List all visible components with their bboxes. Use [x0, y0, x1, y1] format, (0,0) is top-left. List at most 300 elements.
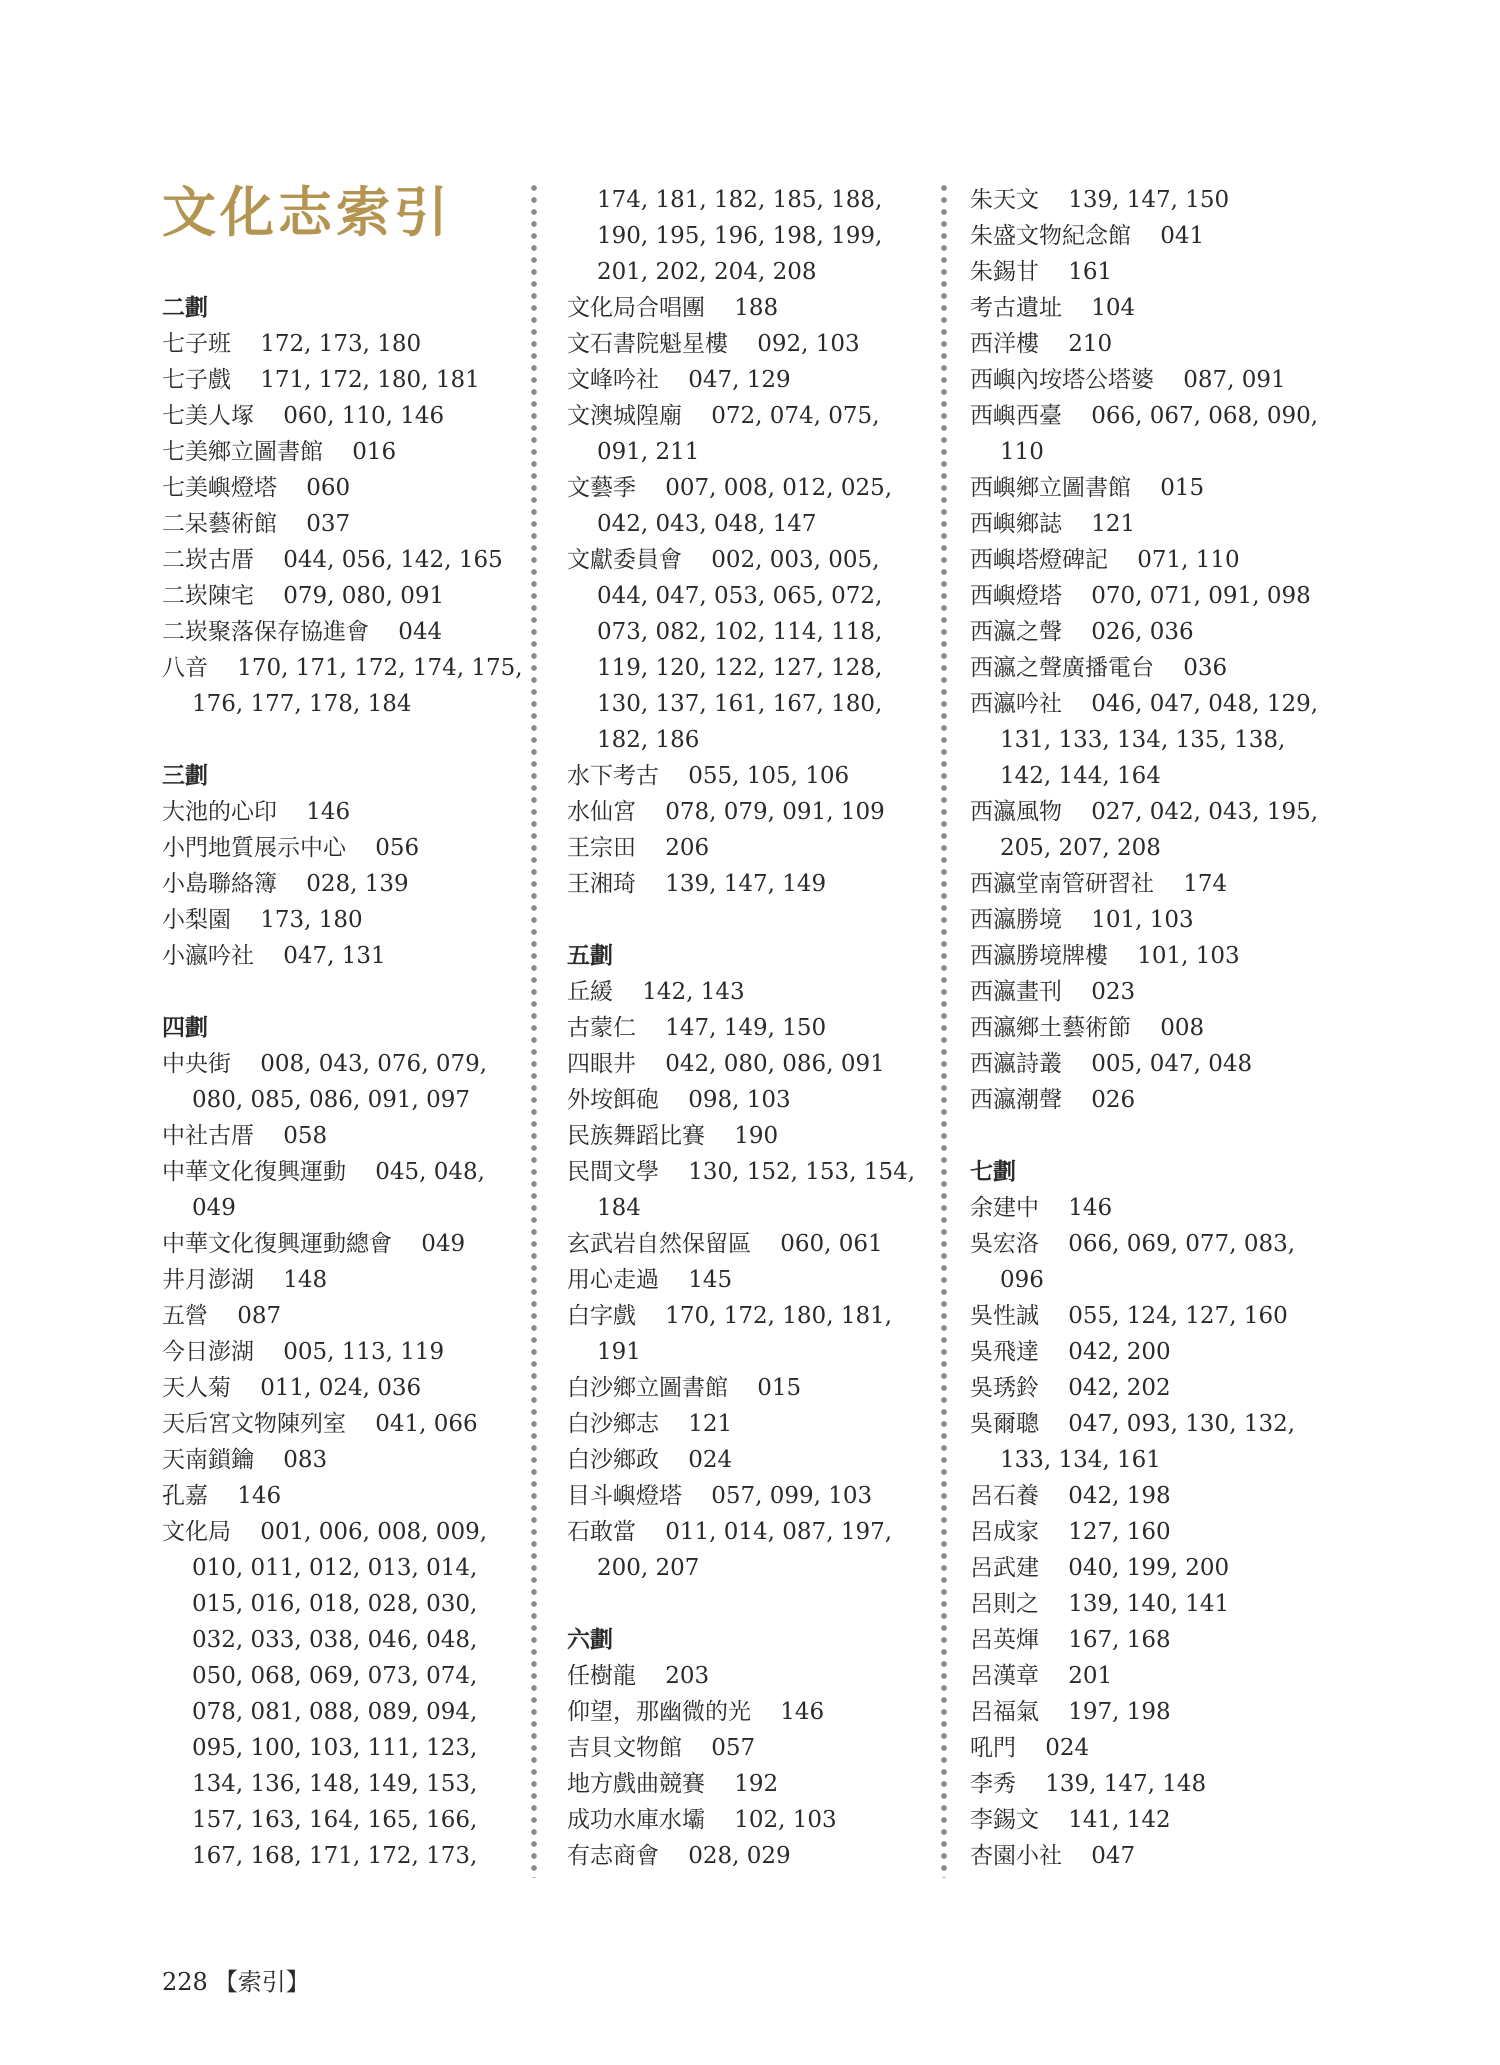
- index-term: 西瀛堂南管研習社: [970, 871, 1154, 897]
- index-entry: [970, 1766, 1350, 1802]
- page-footer: [162, 1962, 310, 1997]
- index-entry: [567, 1442, 947, 1478]
- term-spacer: [636, 835, 665, 861]
- index-term: 五營: [162, 1303, 208, 1329]
- index-entry: [162, 1154, 542, 1190]
- term-spacer: [1039, 1555, 1068, 1581]
- index-term: 吳琇鈴: [970, 1375, 1039, 1401]
- index-term: 中華文化復興運動總會: [162, 1231, 392, 1257]
- index-term: 杏園小社: [970, 1843, 1062, 1869]
- page-refs: 042, 200: [1068, 1339, 1171, 1365]
- page-refs: 041: [1160, 223, 1205, 249]
- index-entry: [567, 1730, 947, 1766]
- index-entry: [970, 1190, 1350, 1226]
- index-entry: [970, 1658, 1350, 1694]
- index-entry-continuation: 184: [597, 1195, 641, 1221]
- index-entry: [970, 1622, 1350, 1658]
- index-entry: [162, 1298, 542, 1334]
- index-entry: [970, 1802, 1350, 1838]
- page-refs: 024: [688, 1447, 733, 1473]
- index-term: 呂武建: [970, 1555, 1039, 1581]
- term-spacer: [254, 547, 283, 573]
- index-term: 考古遺址: [970, 295, 1062, 321]
- term-spacer: [636, 1519, 665, 1545]
- page-refs: 024: [1045, 1735, 1090, 1761]
- term-spacer: [1062, 403, 1091, 429]
- term-spacer: [682, 1483, 711, 1509]
- index-term: 西嶼鄉立圖書館: [970, 475, 1131, 501]
- index-entry-continuation: 176, 177, 178, 184: [192, 691, 412, 717]
- section-gap: [162, 974, 542, 1010]
- page-refs: 102, 103: [734, 1807, 837, 1833]
- index-term: 玄武岩自然保留區: [567, 1231, 751, 1257]
- stroke-section-heading: 三劃: [162, 762, 208, 789]
- index-entry: [970, 1694, 1350, 1730]
- page-refs: 023: [1091, 979, 1136, 1005]
- index-term: 二崁聚落保存協進會: [162, 619, 369, 645]
- index-entry: [970, 974, 1350, 1010]
- index-entry: [162, 1046, 542, 1082]
- term-spacer: [659, 763, 688, 789]
- term-spacer: [392, 1231, 421, 1257]
- index-entry: [567, 1766, 947, 1802]
- term-spacer: [636, 799, 665, 825]
- page-refs: 146: [306, 799, 351, 825]
- index-term: 民間文學: [567, 1159, 659, 1185]
- page-refs: 040, 199, 200: [1068, 1555, 1230, 1581]
- page-refs: 036: [1183, 655, 1228, 681]
- page-refs: 206: [665, 835, 710, 861]
- term-spacer: [254, 583, 283, 609]
- index-term: 水下考古: [567, 763, 659, 789]
- index-entry-continuation: 190, 195, 196, 198, 199,: [597, 223, 883, 249]
- index-entry-continuation: 119, 120, 122, 127, 128,: [597, 655, 883, 681]
- index-term: 中華文化復興運動: [162, 1159, 346, 1185]
- index-entry: [970, 470, 1350, 506]
- page-number: 228: [162, 1968, 208, 1996]
- index-term: 余建中: [970, 1195, 1039, 1221]
- index-term: 天后宮文物陳列室: [162, 1411, 346, 1437]
- index-entry: [970, 1334, 1350, 1370]
- term-spacer: [1039, 1231, 1068, 1257]
- term-spacer: [1062, 691, 1091, 717]
- index-entry: [162, 362, 542, 398]
- term-spacer: [1039, 187, 1068, 213]
- index-entry-continuation: 205, 207, 208: [1000, 835, 1161, 861]
- page-refs: 042, 198: [1068, 1483, 1171, 1509]
- term-spacer: [1131, 475, 1160, 501]
- index-entry-continuation: 015, 016, 018, 028, 030,: [192, 1591, 478, 1617]
- term-spacer: [1016, 1771, 1045, 1797]
- term-spacer: [1039, 1627, 1068, 1653]
- index-entry-continuation: 130, 137, 161, 167, 180,: [597, 691, 883, 717]
- index-entry-continuation: 201, 202, 204, 208: [597, 259, 817, 285]
- term-spacer: [613, 979, 642, 1005]
- index-entry: [567, 362, 947, 398]
- index-entry: [970, 614, 1350, 650]
- term-spacer: [659, 1447, 688, 1473]
- index-term: 吳宏洛: [970, 1231, 1039, 1257]
- index-entry: [567, 1694, 947, 1730]
- term-spacer: [751, 1699, 780, 1725]
- index-term: 小門地質展示中心: [162, 835, 346, 861]
- index-entry-continuation: 142, 144, 164: [1000, 763, 1161, 789]
- page-refs: 161: [1068, 259, 1113, 285]
- term-spacer: [705, 1807, 734, 1833]
- index-term: 吳性誠: [970, 1303, 1039, 1329]
- term-spacer: [231, 907, 260, 933]
- page-refs: 141, 142: [1068, 1807, 1171, 1833]
- index-entry-continuation: 080, 085, 086, 091, 097: [192, 1087, 470, 1113]
- index-entry-continuation: 167, 168, 171, 172, 173,: [192, 1843, 478, 1869]
- page-refs: 008: [1160, 1015, 1205, 1041]
- index-entry: [567, 866, 947, 902]
- stroke-section-heading: 五劃: [567, 942, 613, 969]
- term-spacer: [1039, 1591, 1068, 1617]
- term-spacer: [231, 1051, 260, 1077]
- term-spacer: [636, 1663, 665, 1689]
- stroke-section-heading: 六劃: [567, 1626, 613, 1653]
- page-refs: 026: [1091, 1087, 1136, 1113]
- index-term: 呂福氣: [970, 1699, 1039, 1725]
- index-entry: [970, 1370, 1350, 1406]
- index-entry: [567, 1298, 947, 1334]
- page-refs: 201: [1068, 1663, 1113, 1689]
- index-term: 李錫文: [970, 1807, 1039, 1833]
- index-entry-continuation: 078, 081, 088, 089, 094,: [192, 1699, 478, 1725]
- index-entry: [567, 542, 947, 578]
- index-term: 外垵餌砲: [567, 1087, 659, 1113]
- index-term: 石敢當: [567, 1519, 636, 1545]
- term-spacer: [231, 331, 260, 357]
- index-term: 西嶼燈塔: [970, 583, 1062, 609]
- page-refs: 041, 066: [375, 1411, 478, 1437]
- index-entry: [567, 1370, 947, 1406]
- index-entry: [567, 470, 947, 506]
- term-spacer: [254, 943, 283, 969]
- index-term: 目斗嶼燈塔: [567, 1483, 682, 1509]
- index-entry-continuation: 095, 100, 103, 111, 123,: [192, 1735, 478, 1761]
- index-entry: [162, 866, 542, 902]
- index-entry: [567, 1802, 947, 1838]
- index-term: 朱天文: [970, 187, 1039, 213]
- index-entry: [567, 1838, 947, 1874]
- column-divider-1: [530, 182, 538, 1878]
- term-spacer: [682, 1735, 711, 1761]
- index-term: 七美嶼燈塔: [162, 475, 277, 501]
- page-refs: 147, 149, 150: [665, 1015, 827, 1041]
- index-entry-continuation: 050, 068, 069, 073, 074,: [192, 1663, 478, 1689]
- index-term: 王湘琦: [567, 871, 636, 897]
- term-spacer: [277, 871, 306, 897]
- index-entry-continuation: 096: [1000, 1267, 1044, 1293]
- term-spacer: [636, 1051, 665, 1077]
- page-refs: 171, 172, 180, 181: [260, 367, 480, 393]
- term-spacer: [1039, 1195, 1068, 1221]
- index-column-3: [970, 182, 1350, 1874]
- index-entry-continuation: 157, 163, 164, 165, 166,: [192, 1807, 478, 1833]
- page-refs: 027, 042, 043, 195,: [1091, 799, 1319, 825]
- index-entry: [162, 578, 542, 614]
- stroke-section-heading: 四劃: [162, 1014, 208, 1041]
- index-entry: [567, 1226, 947, 1262]
- index-entry: [970, 254, 1350, 290]
- page-refs: 055, 105, 106: [688, 763, 850, 789]
- index-entry: [567, 398, 947, 434]
- index-entry: [970, 578, 1350, 614]
- section-gap: [567, 1586, 947, 1622]
- index-term: 呂則之: [970, 1591, 1039, 1617]
- page-refs: 188: [734, 295, 779, 321]
- index-entry: [162, 506, 542, 542]
- term-spacer: [346, 1411, 375, 1437]
- page-refs: 011, 024, 036: [260, 1375, 422, 1401]
- page-refs: 072, 074, 075,: [711, 403, 880, 429]
- index-term: 吼門: [970, 1735, 1016, 1761]
- page-refs: 055, 124, 127, 160: [1068, 1303, 1288, 1329]
- term-spacer: [728, 331, 757, 357]
- index-entry: [970, 1514, 1350, 1550]
- page-refs: 078, 079, 091, 109: [665, 799, 885, 825]
- term-spacer: [1108, 943, 1137, 969]
- index-term: 井月澎湖: [162, 1267, 254, 1293]
- index-term: 呂漢章: [970, 1663, 1039, 1689]
- index-entry: [162, 542, 542, 578]
- page-refs: 070, 071, 091, 098: [1091, 583, 1311, 609]
- page-refs: 047, 093, 130, 132,: [1068, 1411, 1296, 1437]
- page-refs: 047: [1091, 1843, 1136, 1869]
- term-spacer: [208, 655, 237, 681]
- index-entry: [970, 1298, 1350, 1334]
- term-spacer: [254, 1267, 283, 1293]
- page-refs: 060, 110, 146: [283, 403, 445, 429]
- page-refs: 121: [688, 1411, 733, 1437]
- index-term: 丘緩: [567, 979, 613, 1005]
- index-term: 有志商會: [567, 1843, 659, 1869]
- page-refs: 046, 047, 048, 129,: [1091, 691, 1319, 717]
- page-refs: 145: [688, 1267, 733, 1293]
- term-spacer: [1131, 223, 1160, 249]
- page-refs: 139, 147, 150: [1068, 187, 1230, 213]
- term-spacer: [1039, 1699, 1068, 1725]
- index-entry: [970, 290, 1350, 326]
- term-spacer: [277, 475, 306, 501]
- index-term: 文化局合唱團: [567, 295, 705, 321]
- term-spacer: [1016, 1735, 1045, 1761]
- term-spacer: [705, 1771, 734, 1797]
- index-entry: [162, 938, 542, 974]
- page-refs: 044: [398, 619, 443, 645]
- term-spacer: [1062, 1843, 1091, 1869]
- page-refs: 056: [375, 835, 420, 861]
- index-entry: [970, 182, 1350, 218]
- index-entry: [162, 326, 542, 362]
- column-divider-2: [940, 182, 948, 1878]
- term-spacer: [659, 1087, 688, 1113]
- index-entry: [162, 614, 542, 650]
- index-term: 古蒙仁: [567, 1015, 636, 1041]
- index-term: 呂成家: [970, 1519, 1039, 1545]
- index-term: 吳爾聰: [970, 1411, 1039, 1437]
- term-spacer: [1154, 655, 1183, 681]
- index-entry-continuation: 131, 133, 134, 135, 138,: [1000, 727, 1286, 753]
- index-term: 西洋樓: [970, 331, 1039, 357]
- page-refs: 005, 113, 119: [283, 1339, 445, 1365]
- index-entry: [162, 1118, 542, 1154]
- index-entry: [970, 1550, 1350, 1586]
- index-term: 西瀛畫刊: [970, 979, 1062, 1005]
- page-refs: 058: [283, 1123, 328, 1149]
- index-term: 二呆藝術館: [162, 511, 277, 537]
- page-refs: 146: [780, 1699, 825, 1725]
- page-refs: 028, 029: [688, 1843, 791, 1869]
- page-refs: 060: [306, 475, 351, 501]
- index-entry: [162, 434, 542, 470]
- term-spacer: [1062, 799, 1091, 825]
- index-term: 天南鎖鑰: [162, 1447, 254, 1473]
- index-term: 李秀: [970, 1771, 1016, 1797]
- index-entry: [970, 1586, 1350, 1622]
- page-refs: 015: [1160, 475, 1205, 501]
- index-entry: [162, 1334, 542, 1370]
- page-refs: 121: [1091, 511, 1136, 537]
- index-entry-continuation: 042, 043, 048, 147: [597, 511, 817, 537]
- term-spacer: [636, 1015, 665, 1041]
- index-entry-continuation: 133, 134, 161: [1000, 1447, 1161, 1473]
- index-term: 吳飛達: [970, 1339, 1039, 1365]
- term-spacer: [705, 1123, 734, 1149]
- page-refs: 127, 160: [1068, 1519, 1171, 1545]
- index-term: 今日澎湖: [162, 1339, 254, 1365]
- index-entry: [162, 1478, 542, 1514]
- index-term: 任樹龍: [567, 1663, 636, 1689]
- index-term: 西瀛之聲廣播電台: [970, 655, 1154, 681]
- index-entry-continuation: 032, 033, 038, 046, 048,: [192, 1627, 478, 1653]
- term-spacer: [1039, 1411, 1068, 1437]
- index-term: 文化局: [162, 1519, 231, 1545]
- section-label: 【索引】: [213, 1968, 310, 1996]
- index-term: 七美鄉立圖書館: [162, 439, 323, 465]
- index-term: 七美人塚: [162, 403, 254, 429]
- term-spacer: [1062, 295, 1091, 321]
- index-term: 白字戲: [567, 1303, 636, 1329]
- index-entry: [162, 1442, 542, 1478]
- index-entry-continuation: 010, 011, 012, 013, 014,: [192, 1555, 478, 1581]
- page-refs: 044, 056, 142, 165: [283, 547, 503, 573]
- index-column-2: [567, 182, 947, 1874]
- term-spacer: [231, 1519, 260, 1545]
- index-term: 二崁古厝: [162, 547, 254, 573]
- term-spacer: [1062, 619, 1091, 645]
- term-spacer: [1062, 907, 1091, 933]
- index-entry: [567, 1046, 947, 1082]
- index-entry: [970, 866, 1350, 902]
- index-term: 西瀛風物: [970, 799, 1062, 825]
- index-entry: [162, 830, 542, 866]
- term-spacer: [728, 1375, 757, 1401]
- index-entry-continuation: 191: [597, 1339, 641, 1365]
- index-term: 白沙鄉立圖書館: [567, 1375, 728, 1401]
- page-refs: 092, 103: [757, 331, 860, 357]
- term-spacer: [231, 1375, 260, 1401]
- term-spacer: [705, 295, 734, 321]
- page-refs: 060, 061: [780, 1231, 883, 1257]
- term-spacer: [1131, 1015, 1160, 1041]
- index-entry: [162, 1262, 542, 1298]
- index-term: 西瀛勝境牌樓: [970, 943, 1108, 969]
- index-entry: [970, 542, 1350, 578]
- page-refs: 042, 202: [1068, 1375, 1171, 1401]
- term-spacer: [1062, 511, 1091, 537]
- index-term: 中社古厝: [162, 1123, 254, 1149]
- index-term: 西嶼塔燈碑記: [970, 547, 1108, 573]
- page-refs: 203: [665, 1663, 710, 1689]
- page-refs: 047, 131: [283, 943, 386, 969]
- index-entry-continuation: 110: [1000, 439, 1044, 465]
- index-term: 成功水庫水壩: [567, 1807, 705, 1833]
- term-spacer: [1039, 331, 1068, 357]
- page-refs: 079, 080, 091: [283, 583, 445, 609]
- term-spacer: [369, 619, 398, 645]
- index-term: 西瀛詩叢: [970, 1051, 1062, 1077]
- index-term: 用心走過: [567, 1267, 659, 1293]
- term-spacer: [659, 1843, 688, 1869]
- index-entry: [970, 1838, 1350, 1874]
- page-refs: 130, 152, 153, 154,: [688, 1159, 916, 1185]
- index-term: 吉貝文物館: [567, 1735, 682, 1761]
- index-entry: [567, 1010, 947, 1046]
- index-entry: [970, 794, 1350, 830]
- index-entry: [162, 470, 542, 506]
- section-gap: [970, 1118, 1350, 1154]
- term-spacer: [254, 1123, 283, 1149]
- term-spacer: [751, 1231, 780, 1257]
- page-refs: 026, 036: [1091, 619, 1194, 645]
- page-title: 文化志索引: [162, 180, 452, 244]
- term-spacer: [659, 1267, 688, 1293]
- index-entry: [970, 326, 1350, 362]
- index-entry: [970, 362, 1350, 398]
- index-term: 王宗田: [567, 835, 636, 861]
- term-spacer: [636, 871, 665, 897]
- stroke-section-heading: 二劃: [162, 294, 208, 321]
- index-term: 呂英煇: [970, 1627, 1039, 1653]
- index-entry: [970, 1226, 1350, 1262]
- term-spacer: [659, 367, 688, 393]
- index-entry: [567, 1478, 947, 1514]
- index-entry-continuation: 044, 047, 053, 065, 072,: [597, 583, 883, 609]
- index-entry: [970, 1010, 1350, 1046]
- index-term: 大池的心印: [162, 799, 277, 825]
- page-refs: 071, 110: [1137, 547, 1240, 573]
- index-entry: [162, 1406, 542, 1442]
- index-term: 呂石養: [970, 1483, 1039, 1509]
- index-entry: [567, 830, 947, 866]
- page-refs: 083: [283, 1447, 328, 1473]
- page-refs: 098, 103: [688, 1087, 791, 1113]
- page-refs: 174: [1183, 871, 1228, 897]
- term-spacer: [1039, 1375, 1068, 1401]
- index-term: 文石書院魁星樓: [567, 331, 728, 357]
- page-refs: 146: [237, 1483, 282, 1509]
- index-entry: [162, 902, 542, 938]
- page-refs: 005, 047, 048: [1091, 1051, 1253, 1077]
- index-entry: [567, 794, 947, 830]
- page-refs: 139, 147, 149: [665, 871, 827, 897]
- index-term: 文澳城隍廟: [567, 403, 682, 429]
- term-spacer: [1039, 1303, 1068, 1329]
- index-entry: [970, 398, 1350, 434]
